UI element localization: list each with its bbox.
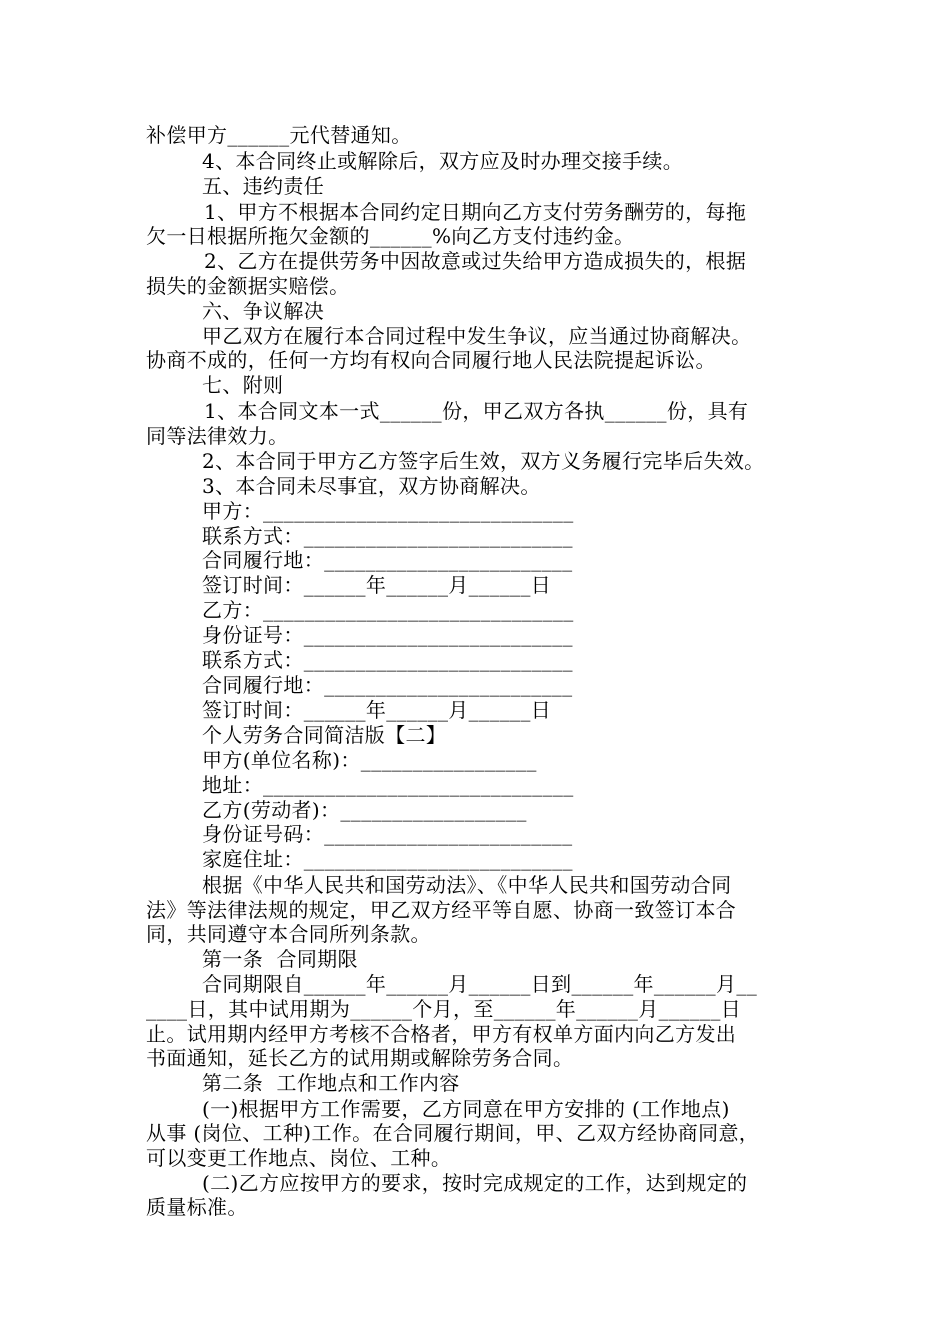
form-field-id-number: 身份证号码：________________________ <box>202 822 573 846</box>
form-field-date: 签订时间：______年______月______日 <box>202 573 552 597</box>
text-line: 法》等法律法规的规定，甲乙双方经平等自愿、协商一致签订本合 <box>146 898 737 922</box>
text-line: 可以变更工作地点、岗位、工种。 <box>146 1146 452 1170</box>
form-field-contact: 联系方式：__________________________ <box>202 524 573 548</box>
text-line: 同，共同遵守本合同所列条款。 <box>146 922 431 946</box>
text-line: 补偿甲方______元代替通知。 <box>146 123 412 147</box>
text-line: 协商不成的，任何一方均有权向合同履行地人民法院提起诉讼。 <box>146 348 716 372</box>
form-field-date: 签订时间：______年______月______日 <box>202 698 552 722</box>
document-title: 个人劳务合同简洁版【二】 <box>202 723 447 747</box>
form-field-employer: 甲方(单位名称)：_________________ <box>202 748 537 772</box>
form-field-place: 合同履行地：________________________ <box>202 548 573 572</box>
form-field-party-b: 乙方：______________________________ <box>202 598 574 622</box>
text-line: 欠一日根据所拖欠金额的______%向乙方支付违约金。 <box>146 224 635 248</box>
text-line: (一)根据甲方工作需要，乙方同意在甲方安排的 (工作地点) <box>202 1097 730 1121</box>
text-line: 3、本合同未尽事宜，双方协商解决。 <box>202 474 541 498</box>
text-line: 损失的金额据实赔偿。 <box>146 274 350 298</box>
section-heading: 七、附则 <box>202 373 284 397</box>
form-field-party-a: 甲方：______________________________ <box>202 499 574 523</box>
text-line: 2、本合同于甲方乙方签字后生效，双方义务履行完毕后失效。 <box>202 449 765 473</box>
text-line: 1、甲方不根据本合同约定日期向乙方支付劳务酬劳的，每拖 <box>204 200 747 224</box>
section-heading: 六、争议解决 <box>202 299 325 323</box>
article-heading: 第一条 合同期限 <box>202 947 358 971</box>
form-field-contact: 联系方式：__________________________ <box>202 648 573 672</box>
form-field-home-address: 家庭住址：__________________________ <box>202 847 573 871</box>
text-line: 甲乙双方在履行本合同过程中发生争议，应当通过协商解决。 <box>202 324 752 348</box>
section-heading: 五、违约责任 <box>202 174 325 198</box>
text-line: (二)乙方应按甲方的要求，按时完成规定的工作，达到规定的 <box>202 1171 748 1195</box>
article-heading: 第二条 工作地点和工作内容 <box>202 1071 460 1095</box>
text-line: 止。试用期内经甲方考核不合格者，甲方有权单方面内向乙方发出 <box>146 1022 737 1046</box>
text-line: 同等法律效力。 <box>146 424 289 448</box>
form-field-place: 合同履行地：________________________ <box>202 673 573 697</box>
form-field-address: 地址：______________________________ <box>202 773 574 797</box>
text-line: 从事 (岗位、工种)工作。在合同履行期间，甲、乙双方经协商同意， <box>146 1121 760 1145</box>
text-line: ____日，其中试用期为______个月，至______年______月______日 <box>146 997 742 1021</box>
form-field-worker: 乙方(劳动者)：__________________ <box>202 798 527 822</box>
text-line: 质量标准。 <box>146 1195 248 1219</box>
text-line: 4、本合同终止或解除后，双方应及时办理交接手续。 <box>202 149 684 173</box>
text-line: 2、乙方在提供劳务中因故意或过失给甲方造成损失的，根据 <box>204 249 747 273</box>
text-line: 1、本合同文本一式______份，甲乙双方各执______份，具有 <box>204 399 749 423</box>
text-line: 根据《中华人民共和国劳动法》、《中华人民共和国劳动合同 <box>202 873 732 897</box>
text-line: 书面通知，延长乙方的试用期或解除劳务合同。 <box>146 1046 574 1070</box>
form-field-id: 身份证号：__________________________ <box>202 623 573 647</box>
text-line: 合同期限自______年______月______日到______年______月__ <box>202 972 758 996</box>
